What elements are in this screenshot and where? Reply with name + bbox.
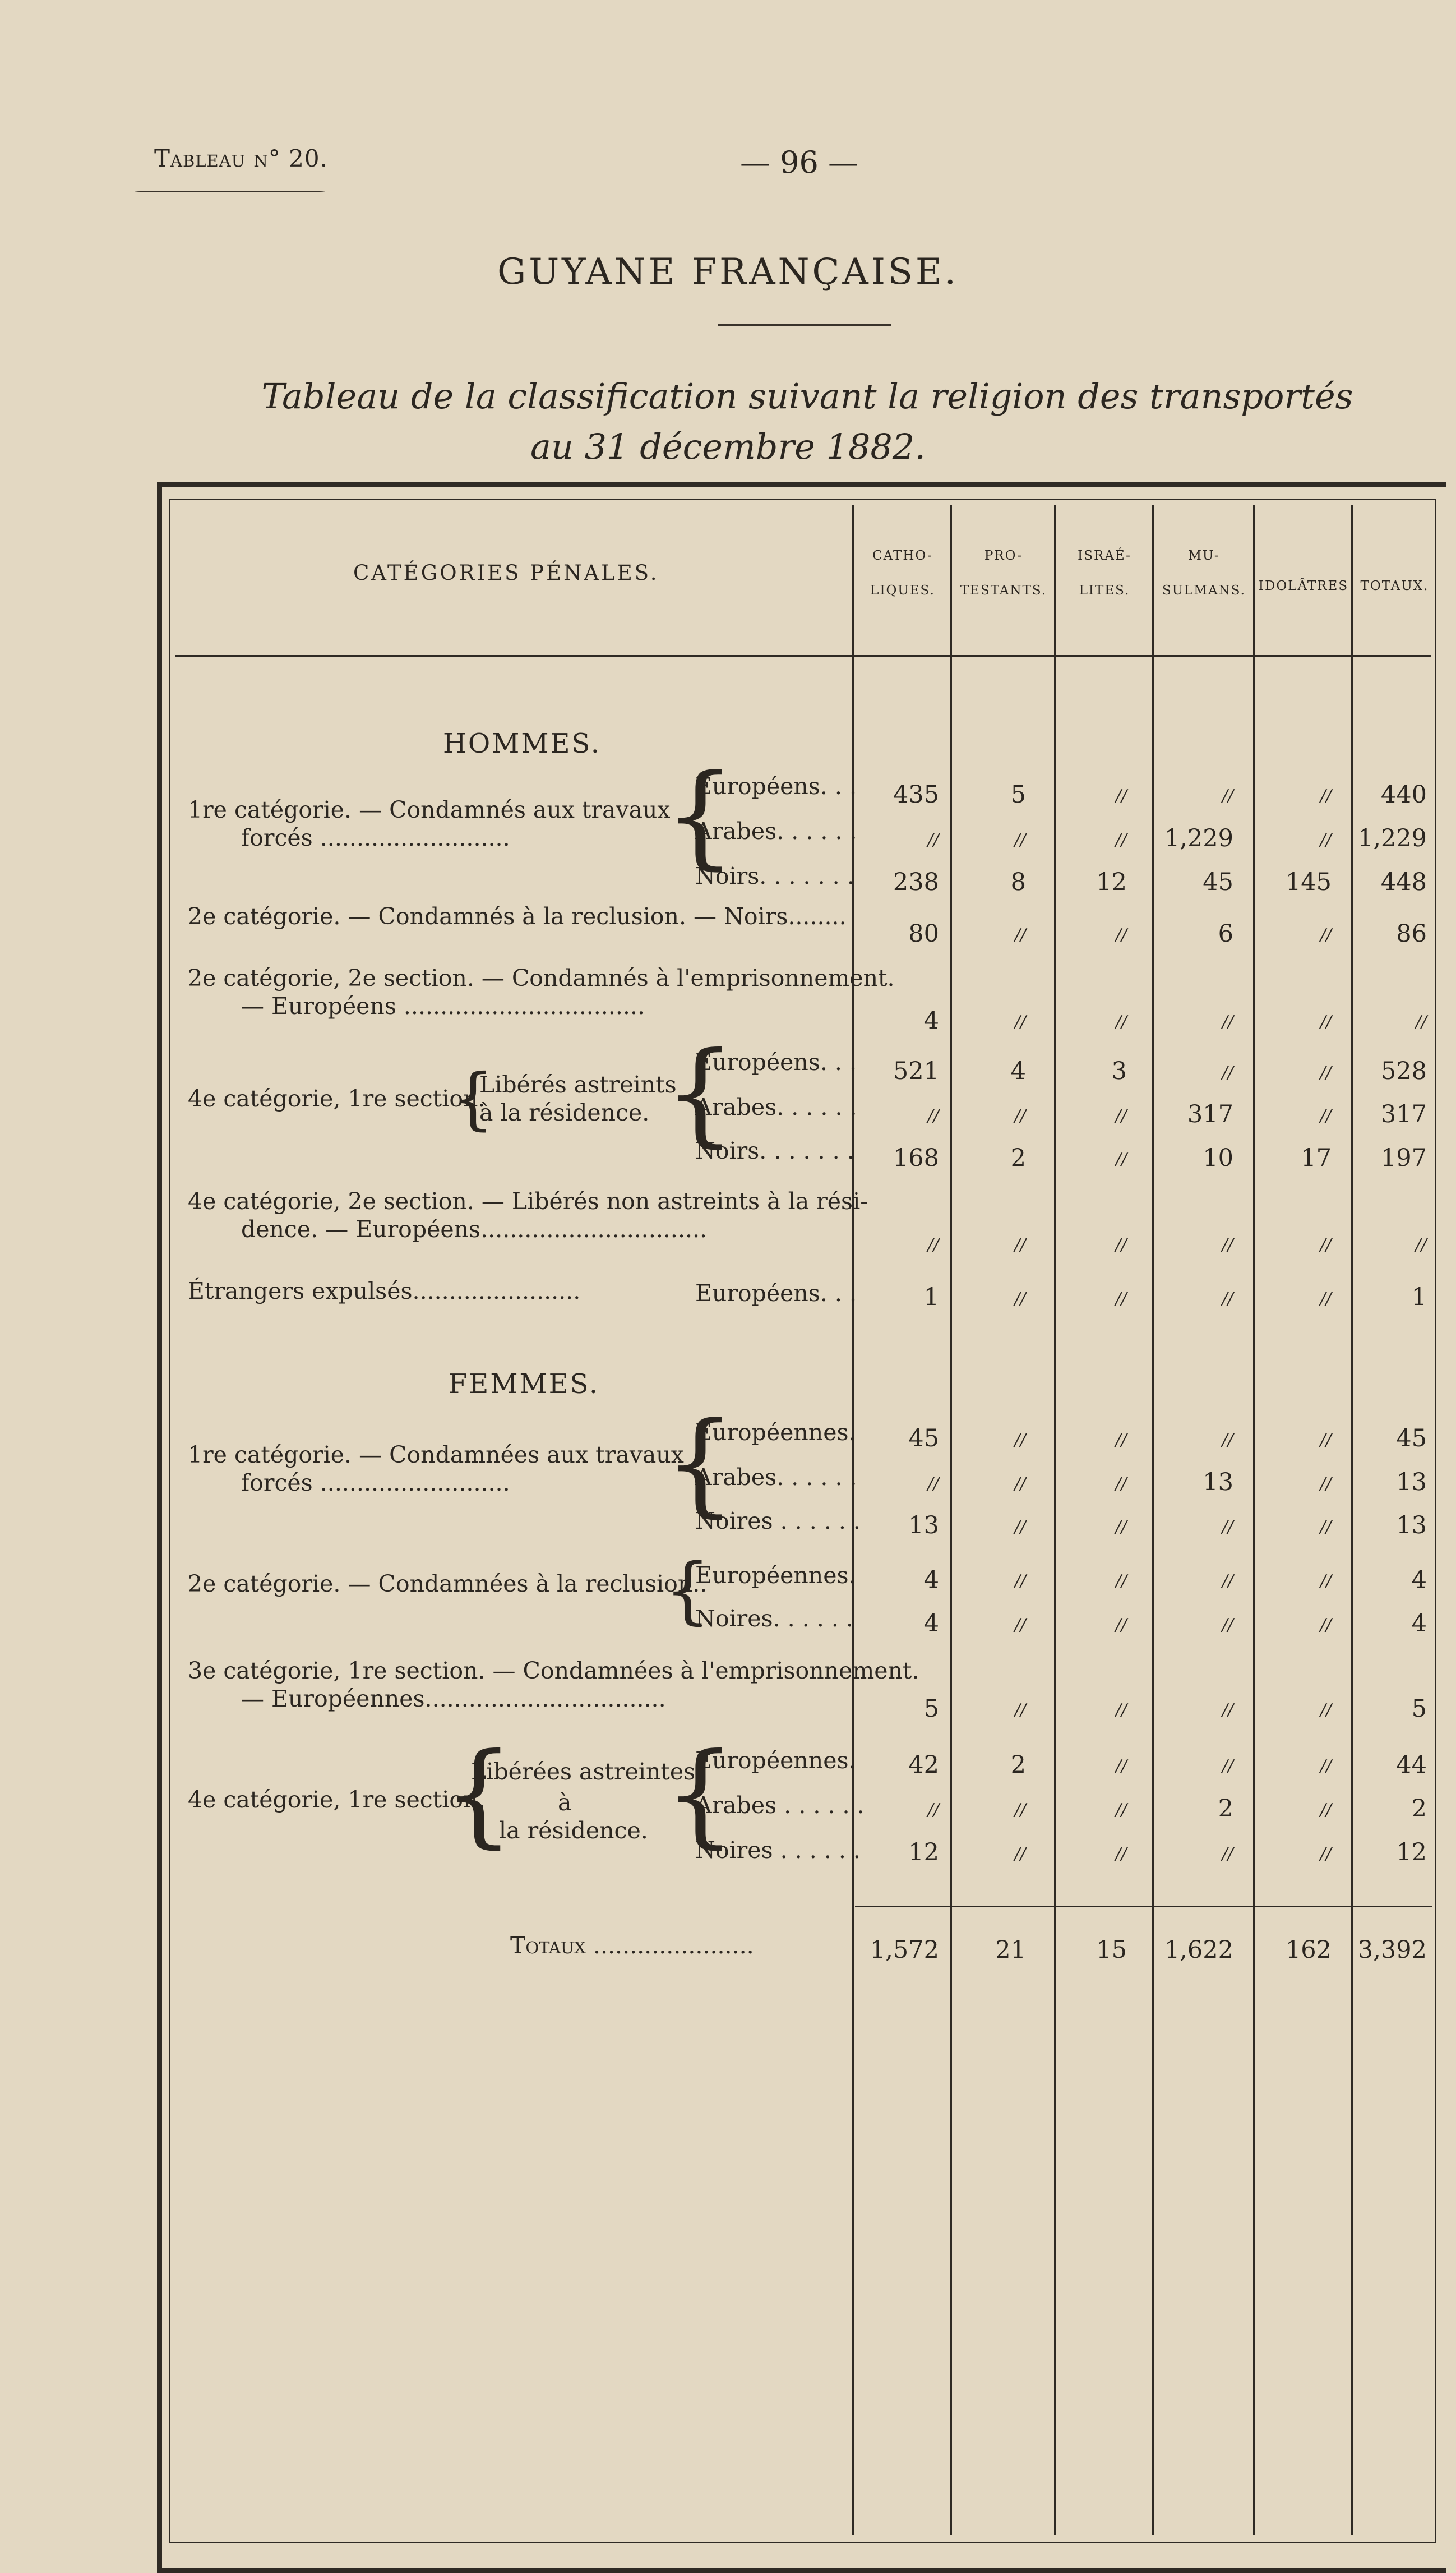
table-cell: //	[1415, 1235, 1427, 1255]
col-header-catholiques: CATHO- LIQUES.	[870, 548, 935, 598]
table-cell: 1	[923, 1283, 939, 1311]
table-cell: 4	[923, 1007, 939, 1035]
table-cell: 80	[908, 920, 939, 948]
origin-europeens-3: Européens. . .	[695, 1280, 857, 1307]
table-cell: 12	[1096, 868, 1127, 896]
table-cell: //	[1014, 1700, 1026, 1720]
table-cell: 44	[1396, 1751, 1427, 1779]
table-cell: //	[1014, 1012, 1026, 1032]
table-cell: //	[1320, 925, 1332, 945]
origin-europeennes-3: Européennes.	[695, 1747, 856, 1774]
table-cell: //	[1320, 1430, 1332, 1450]
table-cell: //	[1014, 830, 1026, 850]
table-cell: //	[927, 1235, 939, 1255]
row-label-h2: 2e catégorie. — Condamnés à la reclusion. — Noirs........	[188, 903, 847, 930]
col-header-totaux: TOTAUX.	[1360, 579, 1429, 593]
table-cell: 2	[1010, 1144, 1026, 1172]
origin-arabes-2: Arabes. . . . . .	[695, 1094, 857, 1120]
row-label-f4-lib2: à	[558, 1789, 572, 1816]
table-cell: //	[927, 1106, 939, 1126]
col-header-protestants: PRO- TESTANTS.	[960, 548, 1047, 598]
table-cell: //	[1115, 1517, 1127, 1537]
origin-arabes-f: Arabes. . . . . .	[695, 1464, 857, 1491]
table-cell: //	[1014, 1517, 1026, 1537]
col-header-idolatres: IDOLÂTRES	[1258, 579, 1349, 593]
table-cell: 4	[923, 1566, 939, 1594]
table-cell: //	[1415, 1012, 1427, 1032]
table-cell: 3	[1111, 1057, 1127, 1085]
table-cell: 528	[1380, 1057, 1427, 1085]
table-cell: //	[1014, 925, 1026, 945]
totals-rule	[855, 1906, 1432, 1907]
table-cell: //	[1222, 1844, 1233, 1864]
table-cell: //	[1115, 1235, 1127, 1255]
row-label-h1: 1re catégorie. — Condamnés aux travaux	[188, 796, 671, 823]
table-cell: //	[1014, 1615, 1026, 1635]
row-label-totaux: Totaux ......................	[510, 1932, 754, 1959]
table-cell: //	[1115, 830, 1127, 850]
table-cell: //	[1115, 1615, 1127, 1635]
origin-arabes-f-2: Arabes . . . . . .	[695, 1792, 865, 1819]
row-label-f4-lib1: Libérées astreintes	[471, 1758, 696, 1785]
table-cell: 42	[908, 1751, 939, 1779]
table-cell: //	[1014, 1474, 1026, 1493]
table-cell: //	[1014, 1289, 1026, 1308]
table-cell: //	[1320, 1474, 1332, 1493]
table-cell: //	[1320, 1615, 1332, 1635]
origin-europeennes: Européennes.	[695, 1419, 856, 1446]
table-cell: //	[1222, 1615, 1233, 1635]
table-cell: 5	[1411, 1695, 1427, 1723]
table-cell: 13	[1396, 1468, 1427, 1496]
col-header-israelites: ISRAÉ- LITES.	[1078, 548, 1131, 598]
table-cell: 5	[923, 1695, 939, 1723]
row-label-f3-cont: — Européennes.................................	[241, 1685, 666, 1712]
table-cell: //	[1320, 1063, 1332, 1082]
brace-h4-right: {	[664, 1028, 736, 1159]
table-cell: 86	[1396, 920, 1427, 948]
table-cell: //	[1320, 830, 1332, 850]
table-cell: 4	[1010, 1057, 1026, 1085]
row-label-f2: 2e catégorie. — Condamnées à la reclusion..	[188, 1570, 708, 1597]
table-cell: 45	[1396, 1424, 1427, 1453]
table-cell: 197	[1380, 1144, 1427, 1172]
table-cell: 13	[1203, 1468, 1233, 1496]
row-label-f4-lib3: la résidence.	[499, 1817, 648, 1844]
table-cell: 5	[1010, 781, 1026, 809]
row-label-f3: 3e catégorie, 1re section. — Condamnées à l'emprisonnement.	[188, 1657, 919, 1684]
table-cell: //	[1115, 1844, 1127, 1864]
table-cell: //	[1115, 1756, 1127, 1776]
subtitle-line-2: au 31 décembre 1882.	[530, 426, 926, 467]
table-cell: 1,622	[1164, 1936, 1233, 1964]
table-cell: //	[1014, 1571, 1026, 1591]
table-cell: 1,229	[1164, 824, 1233, 852]
table-cell: //	[927, 1800, 939, 1820]
table-cell: 12	[908, 1838, 939, 1866]
title-rule	[718, 324, 891, 326]
table-cell: 1	[1411, 1283, 1427, 1311]
page-number: — 96 —	[740, 145, 859, 180]
table-cell: 45	[908, 1424, 939, 1453]
table-cell: 435	[893, 781, 939, 809]
table-cell: //	[1222, 1063, 1233, 1082]
table-cell: //	[1014, 1844, 1026, 1864]
table-cell: 168	[893, 1144, 939, 1172]
table-cell: 13	[908, 1511, 939, 1539]
table-cell: 8	[1010, 868, 1026, 896]
table-cell: //	[1320, 1800, 1332, 1820]
col-sep-2	[950, 505, 952, 2535]
table-cell: //	[1014, 1106, 1026, 1126]
table-cell: 238	[893, 868, 939, 896]
table-cell: //	[1320, 786, 1332, 806]
brace-f1: {	[664, 1398, 736, 1529]
table-cell: //	[1115, 925, 1127, 945]
table-cell: //	[1115, 1150, 1127, 1169]
table-cell: //	[1222, 1430, 1233, 1450]
table-cell: 12	[1396, 1838, 1427, 1866]
table-cell: //	[927, 830, 939, 850]
table-cell: 13	[1396, 1511, 1427, 1539]
table-cell: //	[1320, 1756, 1332, 1776]
col-header-categories: CATÉGORIES PÉNALES.	[353, 561, 659, 585]
page-title: GUYANE FRANÇAISE.	[497, 251, 959, 293]
col-sep-4	[1152, 505, 1154, 2535]
table-cell: 6	[1218, 920, 1233, 948]
table-cell: //	[1115, 1012, 1127, 1032]
table-cell: 162	[1285, 1936, 1332, 1964]
table-cell: 4	[1411, 1566, 1427, 1594]
table-cell: 4	[923, 1610, 939, 1638]
table-cell: 1,229	[1357, 824, 1427, 852]
table-cell: 15	[1096, 1936, 1127, 1964]
col-sep-6	[1351, 505, 1353, 2535]
brace-f2: {	[664, 1547, 711, 1633]
row-label-h5: 4e catégorie, 2e section. — Libérés non astreints à la rési-	[188, 1188, 868, 1215]
table-cell: //	[1115, 1430, 1127, 1450]
table-cell: 2	[1411, 1795, 1427, 1823]
tableau-label: Tableau n° 20.	[154, 145, 328, 172]
table-cell: 521	[893, 1057, 939, 1085]
table-cell: //	[1222, 1756, 1233, 1776]
table-cell: //	[1014, 1235, 1026, 1255]
origin-noires-2: Noires. . . . . .	[695, 1605, 853, 1632]
row-label-h6: Étrangers expulsés.......................	[188, 1278, 581, 1304]
row-label-h4: 4e catégorie, 1re section.	[188, 1085, 486, 1112]
table-cell: //	[1320, 1012, 1332, 1032]
row-label-h5-cont: dence. — Européens...............................	[241, 1216, 708, 1243]
origin-noires-3: Noires . . . . . .	[695, 1837, 861, 1864]
brace-f4-left: {	[443, 1729, 515, 1860]
header-rule	[175, 655, 1431, 657]
origin-arabes: Arabes. . . . . .	[695, 818, 857, 845]
table-cell: //	[1115, 1571, 1127, 1591]
table-cell: //	[1320, 1700, 1332, 1720]
row-label-h4-lib1: Libérés astreints	[479, 1071, 677, 1098]
row-label-h3-cont: — Européens .................................	[241, 993, 645, 1020]
origin-europeennes-2: Européennes.	[695, 1562, 856, 1589]
row-label-f4: 4e catégorie, 1re section.	[188, 1786, 486, 1813]
table-cell: 317	[1187, 1100, 1233, 1128]
table-cell: //	[1222, 1700, 1233, 1720]
table-cell: //	[1115, 1700, 1127, 1720]
origin-noirs-2: Noirs. . . . . . .	[695, 1137, 854, 1164]
table-cell: //	[1222, 1517, 1233, 1537]
table-cell: //	[1014, 1430, 1026, 1450]
table-cell: 17	[1301, 1144, 1332, 1172]
table-cell: //	[1014, 1800, 1026, 1820]
col-sep-3	[1054, 505, 1056, 2535]
table-cell: //	[1320, 1289, 1332, 1308]
table-cell: //	[1222, 1012, 1233, 1032]
origin-noires: Noires . . . . . .	[695, 1507, 861, 1534]
origin-europeens: Européens. . .	[695, 773, 857, 800]
tableau-underline	[135, 191, 325, 192]
col-header-musulmans: MU- SULMANS.	[1162, 548, 1246, 598]
table-cell: 440	[1380, 781, 1427, 809]
table-cell: //	[1115, 1474, 1127, 1493]
row-label-h3: 2e catégorie, 2e section. — Condamnés à l'emprisonnement.	[188, 965, 895, 992]
table-cell: //	[1222, 1289, 1233, 1308]
table-cell: //	[1320, 1571, 1332, 1591]
table-cell: 2	[1010, 1751, 1026, 1779]
table-cell: 1,572	[870, 1936, 939, 1964]
table-cell: //	[1320, 1517, 1332, 1537]
section-femmes: FEMMES.	[449, 1368, 600, 1400]
table-cell: 2	[1218, 1795, 1233, 1823]
brace-h4-left: {	[451, 1060, 494, 1138]
row-label-f1-cont: forcés ..........................	[241, 1469, 510, 1496]
table-cell: 317	[1380, 1100, 1427, 1128]
row-label-f1: 1re catégorie. — Condamnées aux travaux	[188, 1441, 684, 1468]
table-cell: //	[1222, 786, 1233, 806]
subtitle-line-1: Tableau de la classification suivant la religion des transportés	[261, 376, 1353, 417]
origin-europeens-2: Européens. . .	[695, 1049, 857, 1076]
table-cell: //	[1320, 1235, 1332, 1255]
table-cell: 4	[1411, 1610, 1427, 1638]
col-sep-5	[1253, 505, 1255, 2535]
table-cell: 45	[1203, 868, 1233, 896]
table-cell: 448	[1380, 868, 1427, 896]
section-hommes: HOMMES.	[443, 728, 601, 759]
brace-f4-right: {	[664, 1729, 736, 1860]
table-cell: //	[1115, 1800, 1127, 1820]
row-label-h1-cont: forcés ..........................	[241, 824, 510, 851]
origin-noirs: Noirs. . . . . . .	[695, 863, 854, 889]
brace-h1: {	[664, 750, 736, 881]
table-cell: //	[1222, 1571, 1233, 1591]
table-cell: //	[1115, 1106, 1127, 1126]
table-cell: 10	[1203, 1144, 1233, 1172]
table-cell: //	[1320, 1106, 1332, 1126]
table-cell: 21	[995, 1936, 1026, 1964]
table-cell: 3,392	[1357, 1936, 1427, 1964]
table-cell: //	[1115, 1289, 1127, 1308]
row-label-h4-lib2: à la résidence.	[479, 1099, 650, 1126]
table-cell: //	[1222, 1235, 1233, 1255]
table-cell: //	[1115, 786, 1127, 806]
table-cell: //	[1320, 1844, 1332, 1864]
table-cell: //	[927, 1474, 939, 1493]
table-cell: 145	[1285, 868, 1332, 896]
